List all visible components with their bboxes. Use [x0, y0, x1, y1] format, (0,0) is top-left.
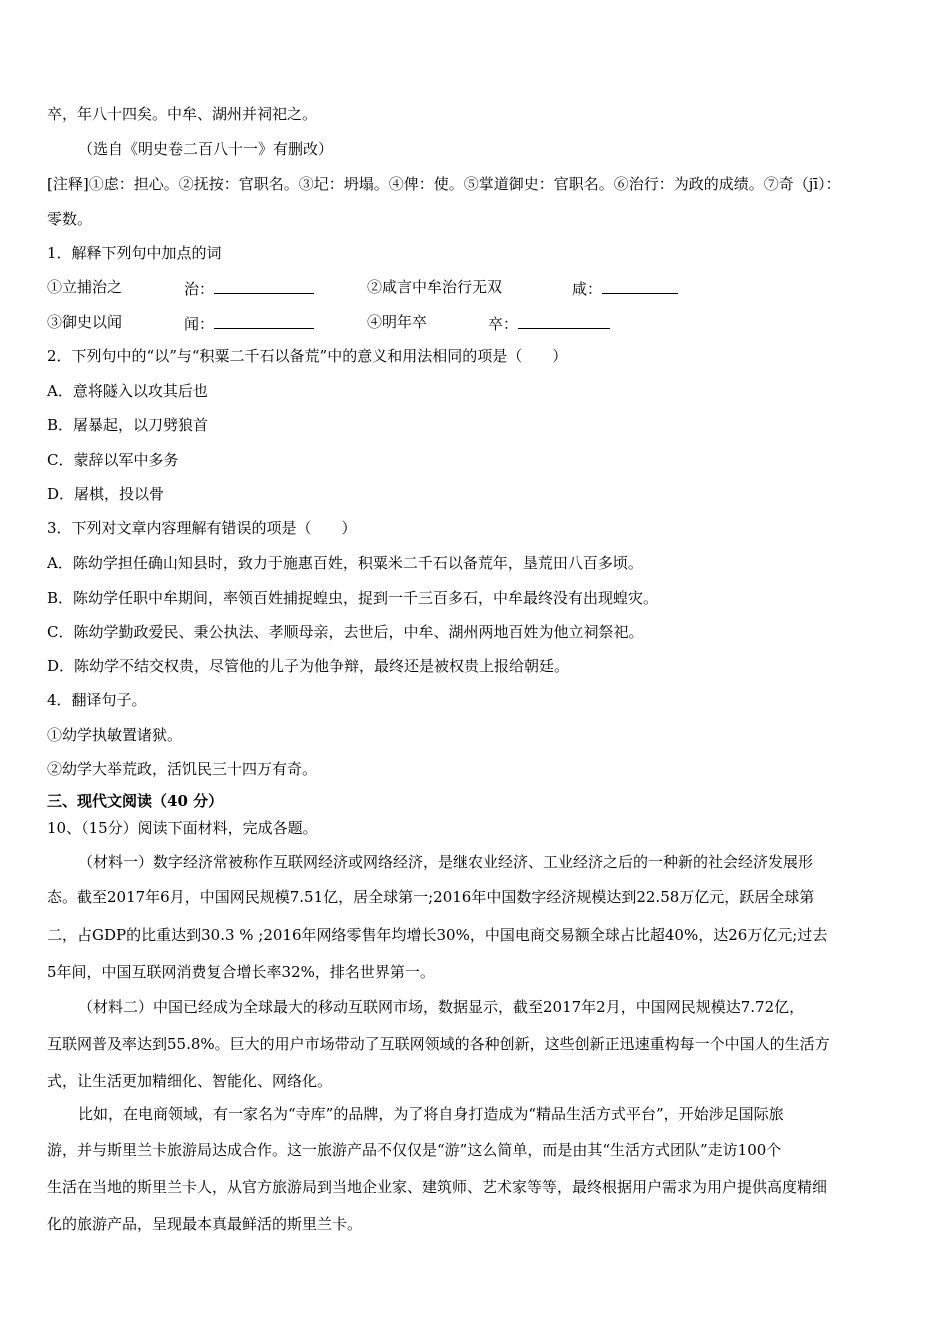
answer-blank-3[interactable] [214, 312, 314, 329]
example-line-2: 游，并与斯里兰卡旅游局达成合作。这一旅游产品不仅仅是“游”这么简单，而是由其“生活方式团队”走访100个 [47, 1141, 782, 1159]
q10-stem: 10、（15分）阅读下面材料，完成各题。 [47, 819, 318, 837]
q3-option-b: B．陈幼学任职中牟期间，率领百姓捕捉蝗虫，捉到一千三百多石，中牟最终没有出现蝗灾。 [47, 589, 659, 607]
source-citation: （选自《明史卷二百八十一》有删改） [78, 140, 334, 158]
answer-blank-4[interactable] [518, 312, 610, 329]
q3-stem: 3．下列对文章内容理解有错误的项是（ ） [47, 519, 357, 537]
q1-item-2-word: 咸： [572, 280, 603, 298]
q2-stem: 2．下列句中的“以”与“积粟二千石以备荒”中的意义和用法相同的项是（ ） [47, 347, 568, 365]
q1-item-4-answer [488, 312, 610, 334]
q3-option-d: D．陈幼学不结交权贵，尽管他的儿子为他争辩，最终还是被权贵上报给朝廷。 [47, 657, 570, 675]
answer-blank-2[interactable] [602, 277, 678, 294]
q2-option-b: B．屠暴起，以刀劈狼首 [47, 416, 209, 434]
q4-stem: 4．翻译句子。 [47, 691, 147, 709]
material-1-line-4: 5年间，中国互联网消费复合增长率32%，排名世界第一。 [47, 963, 435, 981]
notes-line-1: [注释]①虑：担心。②抚按：官职名。③圮：坍塌。④俾：使。⑤掌道御史：官职名。⑥治行：为政的成绩。⑦奇（jī）： [47, 175, 841, 193]
material-2-line-2: 互联网普及率达到55.8%。巨大的用户市场带动了互联网领域的各种创新，这些创新正迅速重构每一个中国人的生活方 [47, 1035, 830, 1053]
passage-end: 卒，年八十四矣。中牟、湖州并祠祀之。 [47, 105, 318, 123]
q4-item-1: ①幼学执敏置诸狱。 [47, 726, 183, 744]
notes-line-2: 零数。 [47, 210, 93, 228]
example-line-4: 化的旅游产品，呈现最本真最鲜活的斯里兰卡。 [47, 1215, 363, 1233]
q1-stem: 1．解释下列句中加点的词 [47, 244, 222, 262]
q1-item-4-word: 卒： [488, 315, 519, 333]
example-line-1: 比如，在电商领域，有一家名为“寺库”的品牌，为了将自身打造成为“精品生活方式平台”，开始涉足国际旅 [78, 1105, 784, 1123]
material-1-line-3: 二，占GDP的比重达到30.3 % ;2016年网络零售年均增长30%，中国电商交易额全球占比超40%，达26万亿元;过去 [47, 926, 828, 944]
q1-item-3-answer [184, 312, 314, 334]
material-2-line-1: （材料二）中国已经成为全球最大的移动互联网市场，数据显示，截至2017年2月，中国网民规模达7.72亿， [78, 998, 805, 1016]
section-3-title: 三、现代文阅读（40 分） [47, 792, 224, 810]
q1-item-3-sentence: ③御史以闻 [47, 313, 123, 331]
answer-blank-1[interactable] [214, 277, 314, 294]
q1-item-2-sentence: ②咸言中牟治行无双 [367, 278, 503, 296]
q4-item-2: ②幼学大举荒政，活饥民三十四万有奇。 [47, 760, 318, 778]
q1-item-4-sentence: ④明年卒 [367, 313, 428, 331]
example-line-3: 生活在当地的斯里兰卡人，从官方旅游局到当地企业家、建筑师、艺术家等等，最终根据用户需求为用户提供高度精细 [47, 1178, 828, 1196]
q1-item-1-sentence: ①立捕治之 [47, 278, 123, 296]
material-1-line-2: 态。截至2017年6月，中国网民规模7.51亿，居全球第一;2016年中国数字经济规模达到22.58万亿元，跃居全球第 [47, 888, 815, 906]
q2-option-c: C．蒙辞以军中多务 [47, 451, 179, 469]
q3-option-a: A．陈幼学担任确山知县时，致力于施惠百姓，积粟米二千石以备荒年，垦荒田八百多顷。 [47, 554, 643, 572]
q3-option-c: C．陈幼学勤政爱民、秉公执法、孝顺母亲，去世后，中牟、湖州两地百姓为他立祠祭祀。 [47, 623, 644, 641]
q1-item-2-answer [572, 277, 678, 299]
material-2-line-3: 式，让生活更加精细化、智能化、网络化。 [47, 1072, 333, 1090]
q1-item-1-word: 治： [184, 280, 215, 298]
q1-item-1-answer [184, 277, 314, 299]
q1-item-3-word: 闻： [184, 315, 215, 333]
q2-option-d: D．屠棋，投以骨 [47, 485, 165, 503]
q2-option-a: A．意将隧入以攻其后也 [47, 382, 208, 400]
material-1-line-1: （材料一）数字经济常被称作互联网经济或网络经济，是继农业经济、工业经济之后的一种新的社会经济发展形 [78, 853, 814, 871]
